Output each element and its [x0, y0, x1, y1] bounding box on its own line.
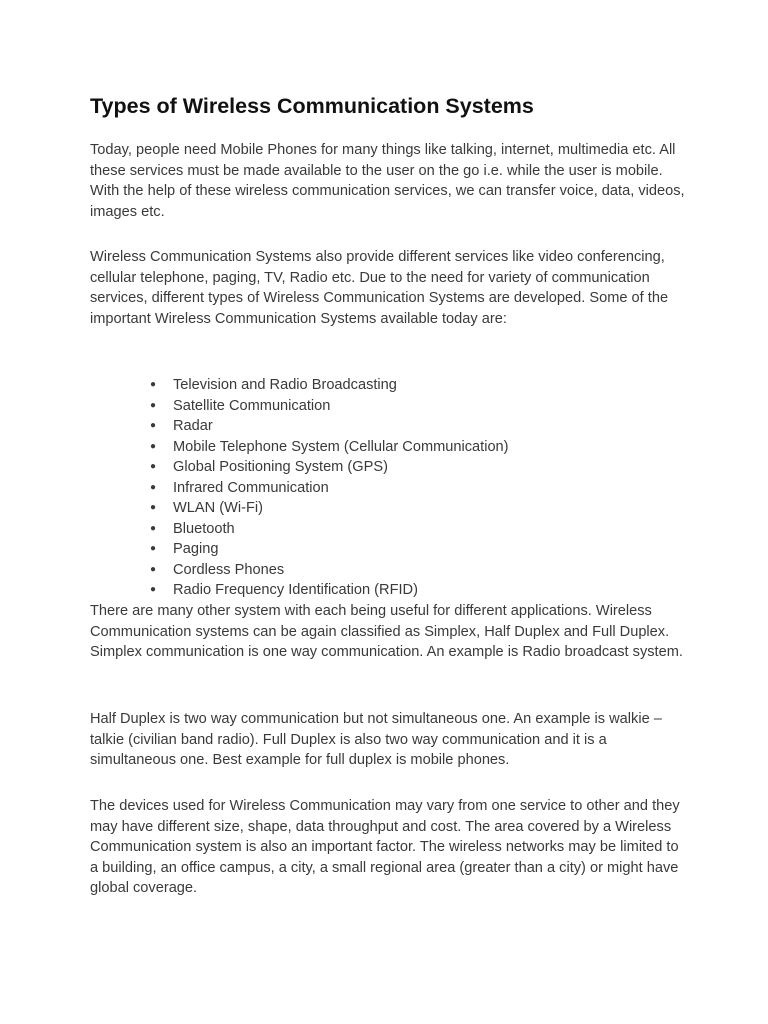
- list-item: [90, 560, 509, 581]
- list-item: [90, 396, 509, 417]
- intro-paragraph: Today, people need Mobile Phones for many things like talking, internet, multimedia etc. All these services must be made available to the user on the go i.e. while the user is mobile. With the help of these wireless communication services, we can transfer voice, data, videos, images etc.: [90, 142, 685, 220]
- bullet-icon: ●: [150, 543, 157, 554]
- bullet-icon: ●: [150, 399, 157, 411]
- bullet-icon: ●: [150, 481, 157, 493]
- bullet-icon: ●: [150, 563, 157, 575]
- list-item: [90, 519, 509, 540]
- duplex-paragraph: Half Duplex is two way communication but not simultaneous one. An example is walkie – talkie (civilian band radio). Full Duplex is also two way communication and it is a simultaneous one. Best example for full duplex is mobile phones.: [90, 711, 662, 768]
- list-item-label: Television and Radio Broadcasting: [173, 377, 397, 393]
- bullet-icon: ●: [150, 584, 157, 595]
- bullet-icon: ●: [150, 420, 157, 431]
- list-item: [90, 437, 509, 458]
- list-item-label: Paging: [173, 541, 219, 557]
- list-item: [90, 539, 509, 560]
- services-paragraph: Wireless Communication Systems also provide different services like video conferencing, cellular telephone, paging, TV, Radio etc. Due to the need for variety of communication services, different types of Wireless Communication Systems are developed. Some of the important Wireless Communication Systems available today are:: [90, 249, 669, 327]
- list-item: [90, 580, 509, 601]
- page-title: Types of Wireless Communication Systems: [90, 94, 534, 118]
- classification-paragraph: There are many other system with each being useful for different applications. Wireless Communication systems can be again classified as Simplex, Half Duplex and Full Duplex. Simplex communication is one way communication. An example is Radio broadcast system.: [90, 603, 683, 660]
- bullet-icon: ●: [150, 440, 157, 452]
- list-item: [90, 498, 509, 519]
- list-item-label: Radar: [173, 418, 213, 434]
- list-item: [90, 478, 509, 499]
- list-item: [90, 416, 509, 437]
- list-item-label: Infrared Communication: [173, 479, 329, 496]
- bullet-icon: ●: [150, 461, 157, 472]
- list-item-label: Satellite Communication: [173, 397, 331, 414]
- systems-list: [90, 375, 509, 601]
- devices-paragraph: The devices used for Wireless Communication may vary from one service to other and they may have different size, shape, data throughput and cost. The area covered by a Wireless Communication system is also an important factor. The wireless networks may be limited to a building, an office campus, a city, a small regional area (greater than a city) or might have global coverage.: [90, 798, 680, 896]
- bullet-icon: ●: [150, 502, 157, 513]
- list-item-label: Global Positioning System (GPS): [173, 459, 388, 475]
- list-item: [90, 457, 509, 478]
- bullet-icon: ●: [150, 522, 157, 534]
- list-item: [90, 375, 509, 396]
- list-item-label: Cordless Phones: [173, 561, 285, 578]
- bullet-icon: ●: [150, 379, 157, 390]
- list-item-label: Radio Frequency Identification (RFID): [173, 582, 418, 598]
- list-item-label: Mobile Telephone System (Cellular Communication): [173, 438, 509, 455]
- list-item-label: WLAN (Wi-Fi): [173, 500, 263, 516]
- list-item-label: Bluetooth: [173, 520, 235, 537]
